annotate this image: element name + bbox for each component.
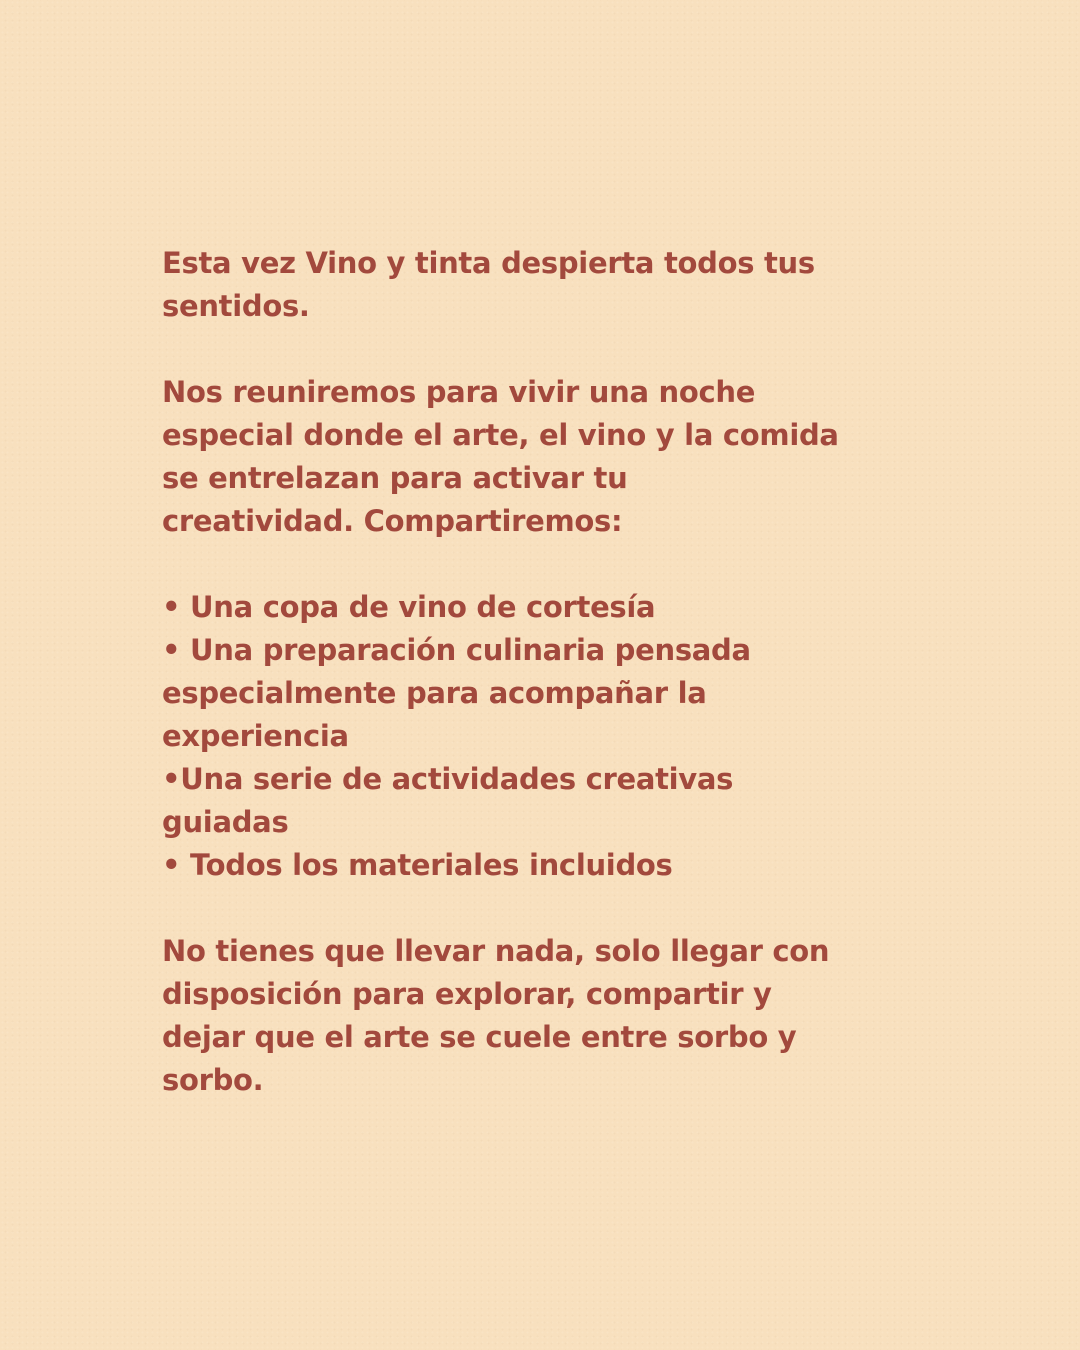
closing-line: sorbo. [162,1063,264,1097]
intro-line: Esta vez Vino y tinta despierta todos tus [162,246,815,280]
closing-line: No tienes que llevar nada, solo llegar con [162,934,830,968]
offering-line: especialmente para acompañar la [162,676,707,710]
offering-line: • Una copa de vino de cortesía [162,590,656,624]
event-description [162,242,922,1102]
closing-line: disposición para explorar, compartir y [162,977,772,1011]
intro-paragraph [162,242,922,328]
offering-line: guiadas [162,805,289,839]
description-line: creatividad. Compartiremos: [162,504,623,538]
offering-item-food [162,629,922,758]
offering-line: •Una serie de actividades creativas [162,762,734,796]
description-line: Nos reuniremos para vivir una noche [162,375,756,409]
closing-paragraph [162,930,922,1102]
offering-item-materials [162,844,922,887]
description-paragraph [162,371,922,543]
offering-item-wine [162,586,922,629]
closing-line: dejar que el arte se cuele entre sorbo y [162,1020,797,1054]
description-line: se entrelazan para activar tu [162,461,628,495]
offering-line: • Una preparación culinaria pensada [162,633,751,667]
offerings-list [162,586,922,887]
offering-line: experiencia [162,719,349,753]
intro-line: sentidos. [162,289,310,323]
offering-item-activities [162,758,922,844]
description-line: especial donde el arte, el vino y la comida [162,418,839,452]
offering-line: • Todos los materiales incluidos [162,848,673,882]
